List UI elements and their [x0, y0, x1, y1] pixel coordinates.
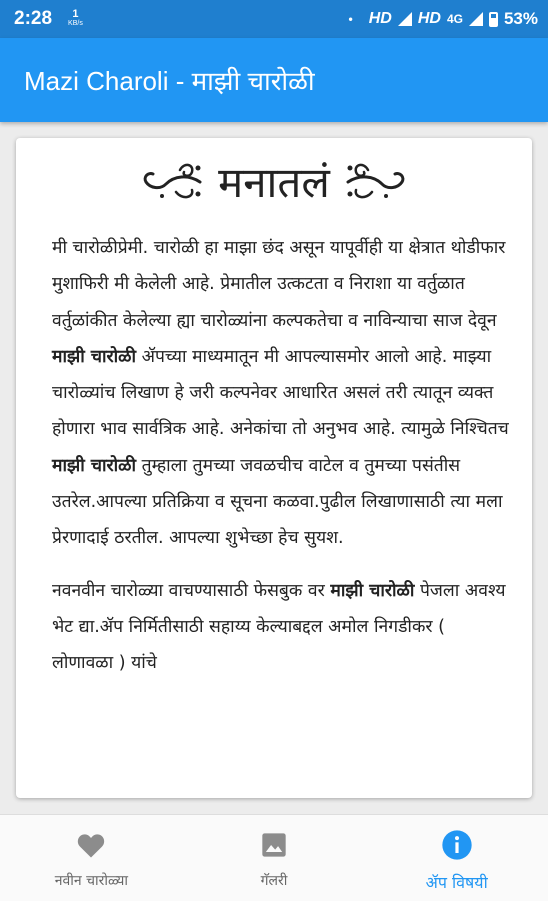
status-indicators [349, 9, 538, 29]
network-speed-value: 1 [72, 8, 79, 20]
text-run: ॲपच्या माध्यमातून मी आपल्यासमोर आलो आहे. माझ्या चारोळ्यांच लिखाण हे जरी कल्पनेवर आधारित असलं तरी त्यातून व्यक्त होणारा भाव सार्वत्रिक आहे. अनेकांचा तो अनुभव आहे. त्यामुळे निश्चितच [52, 346, 509, 440]
nav-gallery[interactable] [183, 815, 366, 901]
about-paragraph-2 [52, 573, 510, 682]
network-speed [68, 10, 83, 28]
signal-icon [398, 12, 412, 26]
app-name-bold: माझी चारोळी [52, 455, 137, 476]
page-name-bold: माझी चारोळी [330, 580, 415, 601]
status-bar [0, 0, 548, 38]
card-title: मनातलं [218, 157, 330, 207]
about-text [52, 230, 510, 698]
nav-label: नवीन चारोळ्या [54, 873, 128, 889]
battery-percent: 53% [503, 9, 538, 28]
about-paragraph-1 [52, 230, 510, 557]
nav-label: ॲप विषयी [425, 873, 488, 892]
about-card [16, 138, 532, 798]
text-run: पेजला अवश्य भेट द्या.ॲप निर्मितीसाठी सहाय्य केल्याबद्दल अमोल निगडीकर ( लोणावळा ) यांचे [52, 580, 506, 674]
bottom-navigation [0, 814, 548, 901]
card-heading [16, 146, 532, 216]
text-run: नवनवीन चारोळ्या वाचण्यासाठी फेसबुक वर [52, 580, 331, 601]
network-type: 4G [446, 12, 463, 26]
battery-icon [489, 12, 498, 27]
nav-label: गॅलरी [260, 873, 288, 889]
hd-label: HD [368, 10, 392, 27]
app-bar [0, 38, 548, 122]
status-time: 2:28 [14, 8, 53, 29]
info-icon [441, 829, 473, 861]
app-title: Mazi Charoli - माझी चारोळी [24, 66, 315, 96]
flourish-left-icon [140, 156, 204, 206]
text-run: मी चारोळीप्रेमी. चारोळी हा माझा छंद असून यापूर्वीही या क्षेत्रात थोडीफार मुशाफिरी मी केलेली आहे. प्रेमातील उत्कटता व निराशा या वर्तुळात वर्तुळांकीत केलेल्या ह्या चारोळ्यांना कल्पकतेचा व नाविन्याचा साज देवून [52, 238, 506, 331]
hd-label-2: HD [417, 10, 441, 27]
flourish-right-icon [344, 156, 408, 206]
app-name-bold: माझी चारोळी [52, 346, 137, 367]
text-run: तुम्हाला तुमच्या जवळचीच वाटेल व तुमच्या पसंतीस उतरेल.आपल्या प्रतिक्रिया व सूचना कळवा.पुढील लिखाणासाठी त्या मला प्रेरणादाई ठरतील. आपल्या शुभेच्छा हेच सुयश. [52, 455, 503, 549]
image-icon [258, 829, 290, 861]
network-speed-unit: KB/s [68, 20, 83, 27]
heart-icon [75, 829, 107, 861]
nav-about-app[interactable] [365, 815, 548, 901]
nav-new-charoli[interactable] [0, 815, 183, 901]
notification-dot: • [348, 12, 353, 26]
signal-icon-2 [469, 12, 483, 26]
